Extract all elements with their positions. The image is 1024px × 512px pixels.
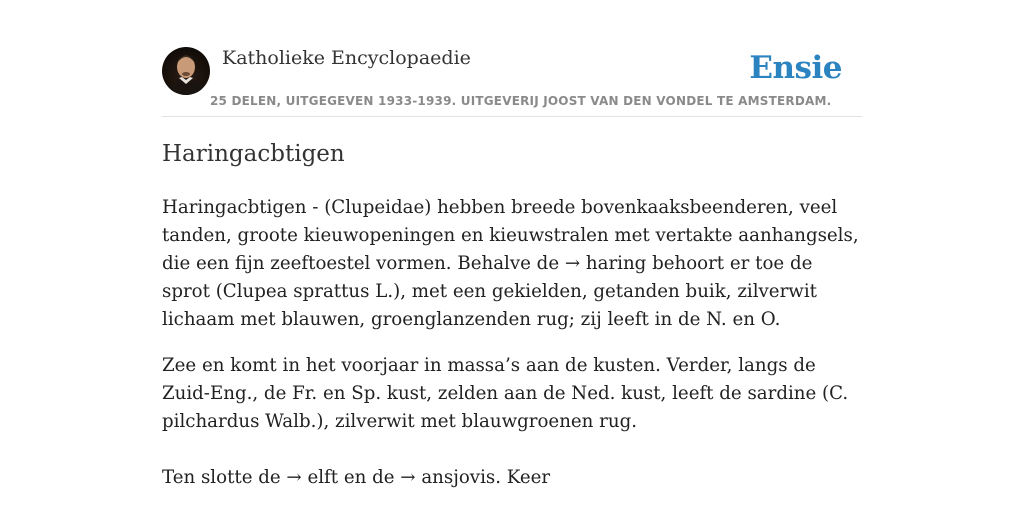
site-title[interactable]: Katholieke Encyclopaedie [222, 47, 471, 69]
article-title: Haringacbtigen [162, 141, 345, 167]
article [162, 138, 866, 510]
article-paragraph: Ten slotte de → elft en de → ansjovis. Keer [162, 467, 551, 488]
brand-logo[interactable]: Ensie [749, 50, 842, 86]
site-header [162, 44, 862, 117]
portrait-avatar[interactable] [162, 47, 210, 95]
article-paragraph: Haringacbtigen - (Clupeidae) hebben breede bovenkaaksbeenderen, veel tanden, groote kieuwopeningen en kieuwstralen met vertakte aanhangsels, die een fijn zeeftoestel vormen. Behalve de → haring behoort er toe de sprot (Clupea sprattus L.), met een gekielden, getanden buik, zilverwit lichaam met blauwen, groenglanzenden rug; zij leeft in de N. en O. [162, 197, 859, 330]
portrait-icon [162, 47, 210, 95]
article-paragraph: Zee en komt in het voorjaar in massa’s aan de kusten. Verder, langs de Zuid-Eng., de Fr. en Sp. kust, zelden aan de Ned. kust, leeft de sardine (C. pilchardus Walb.), zilverwit met blauwgroenen rug. [162, 355, 849, 432]
publication-subtitle: 25 DELEN, UITGEGEVEN 1933-1939. UITGEVERIJ JOOST VAN DEN VONDEL TE AMSTERDAM. [210, 94, 832, 108]
